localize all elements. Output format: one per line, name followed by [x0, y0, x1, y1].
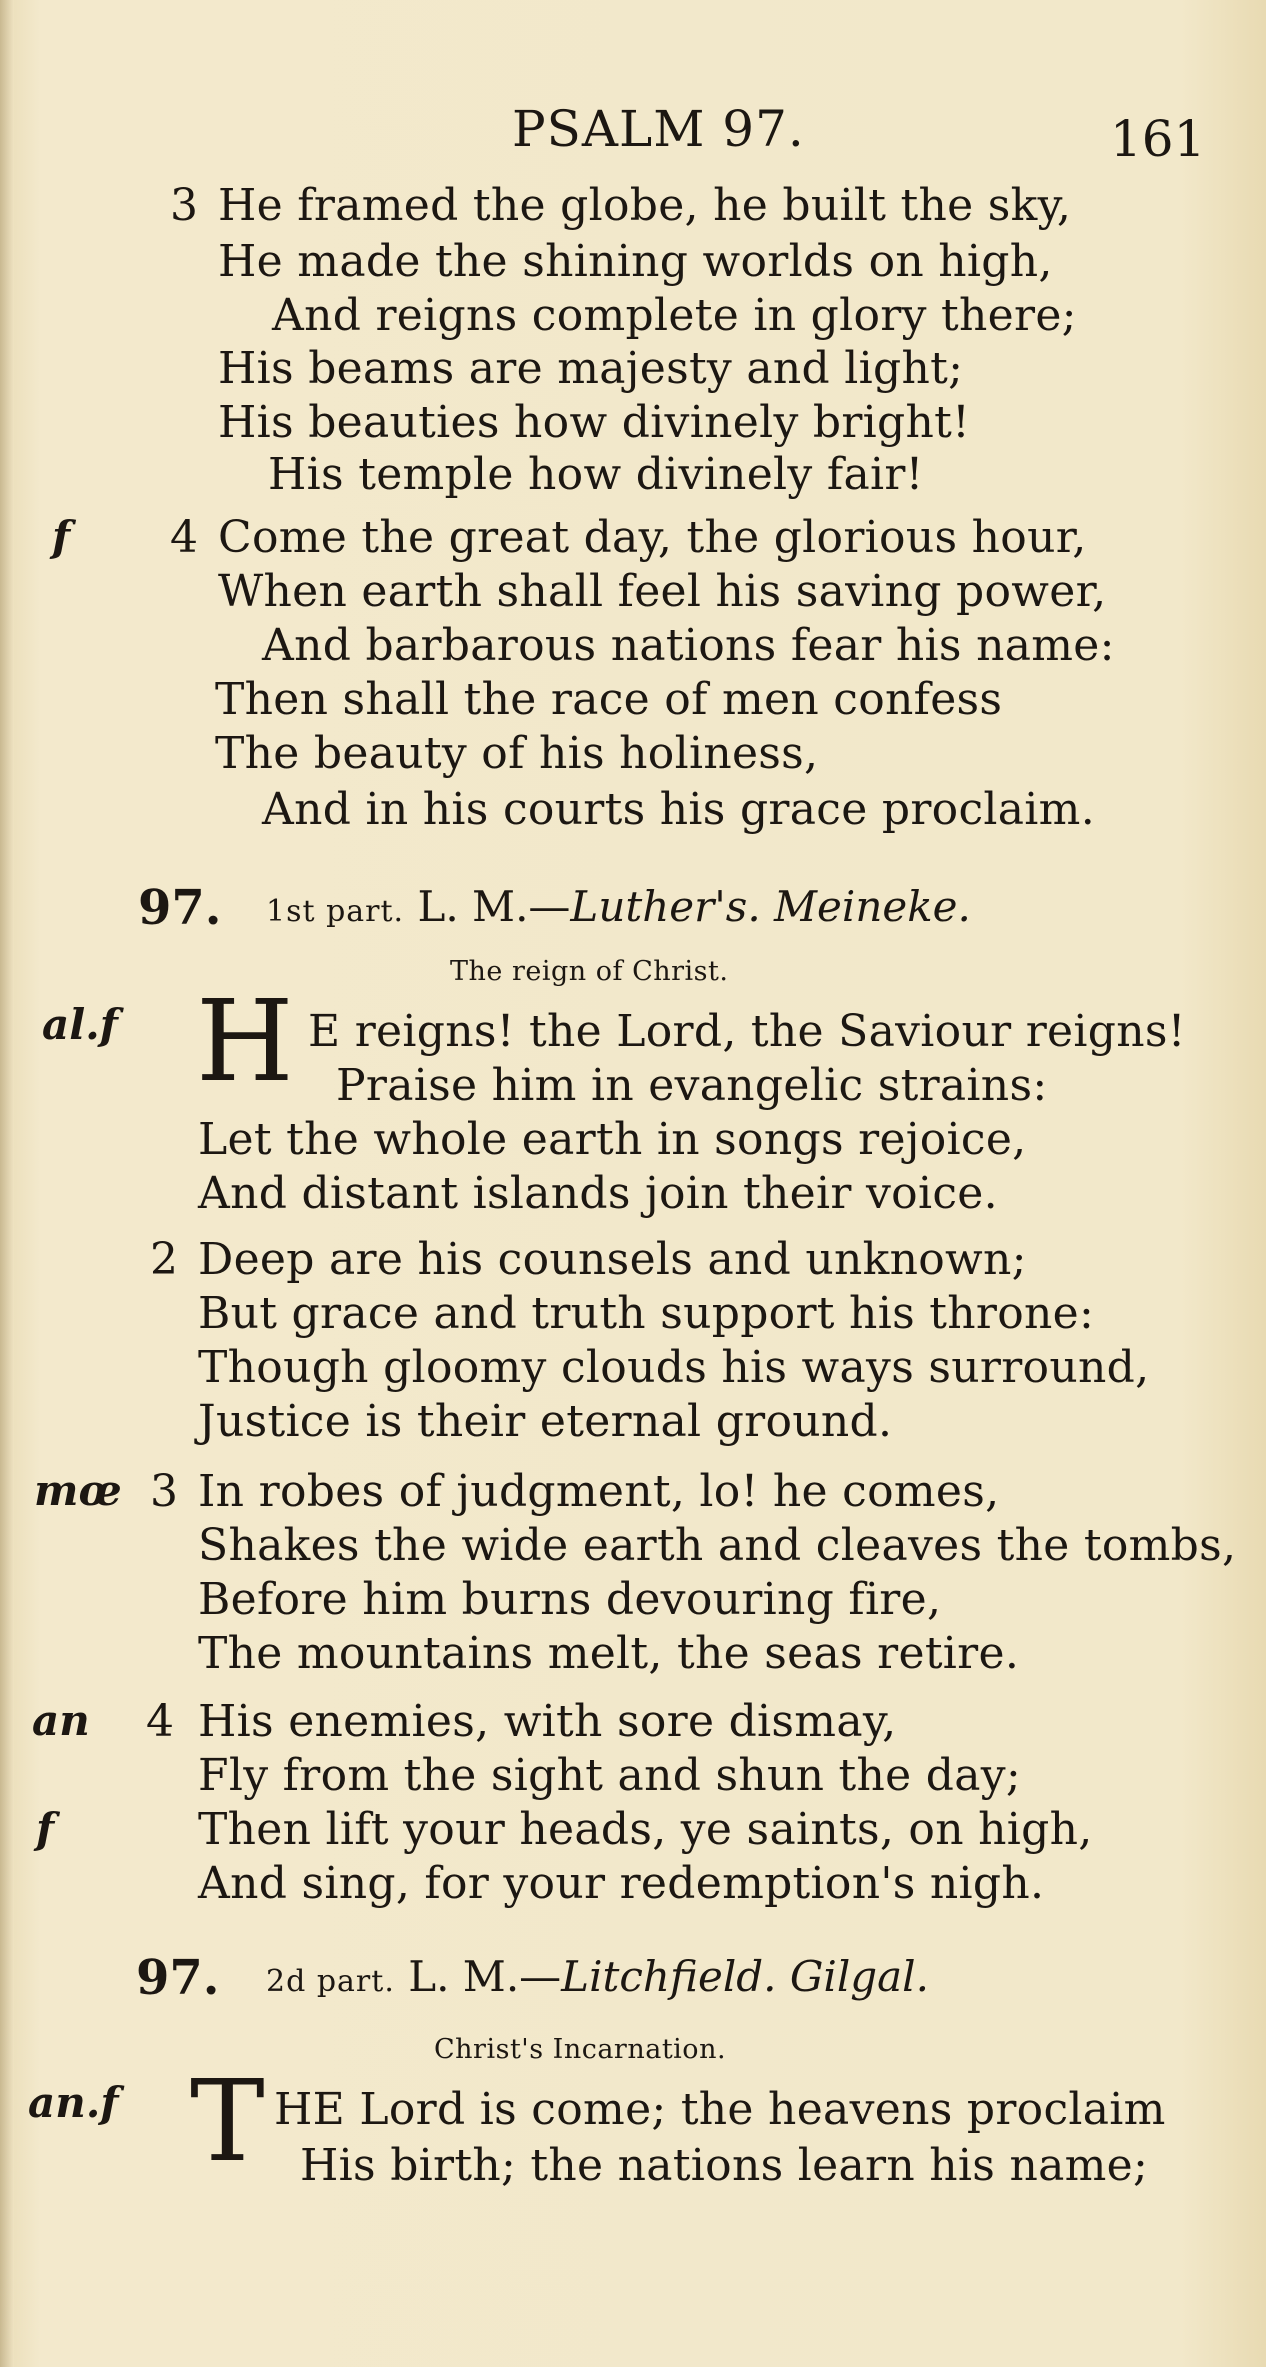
hymn-number: 97. — [138, 880, 222, 936]
verse-line: Fly from the sight and shun the day; — [198, 1750, 1022, 1801]
drop-cap: T — [190, 2057, 265, 2187]
hymn-part: 2d part. — [266, 1964, 395, 1999]
verse-line: Before him burns devouring fire, — [198, 1574, 942, 1625]
verse-line: Shakes the wide earth and cleaves the tombs, — [198, 1520, 1237, 1571]
dynamic-marking: al.f — [42, 1000, 118, 1049]
verse-line: Praise him in evangelic strains: — [336, 1060, 1048, 1111]
verse-line: He made the shining worlds on high, — [218, 236, 1053, 287]
stanza-number: 4 — [146, 1696, 174, 1747]
verse-line: And sing, for your redemption's nigh. — [198, 1858, 1045, 1909]
verse-line: When earth shall feel his saving power, — [218, 566, 1107, 617]
verse-line: His beauties how divinely bright! — [218, 397, 971, 448]
page-binding-edge — [0, 0, 14, 2367]
verse-line: E reigns! the Lord, the Saviour reigns! — [308, 1006, 1186, 1057]
hymn-meta — [266, 882, 971, 931]
verse-line: The beauty of his holiness, — [215, 728, 819, 779]
page-title: PSALM 97. — [512, 100, 805, 158]
verse-line: His enemies, with sore dismay, — [198, 1696, 897, 1747]
verse-line: Then lift your heads, ye saints, on high, — [198, 1804, 1093, 1855]
dynamic-marking: f — [36, 1804, 55, 1853]
hymn-subtitle: The reign of Christ. — [450, 956, 729, 987]
verse-line: Justice is their eternal ground. — [198, 1396, 893, 1447]
verse-line: Come the great day, the glorious hour, — [218, 512, 1087, 563]
verse-line: Then shall the race of men confess — [215, 674, 1003, 725]
stanza-number: 2 — [150, 1234, 178, 1285]
verse-line: Though gloomy clouds his ways surround, — [198, 1342, 1150, 1393]
dynamic-marking: mœ — [34, 1466, 122, 1515]
verse-line: His temple how divinely fair! — [268, 449, 924, 500]
hymn-part: 1st part. — [266, 894, 405, 929]
verse-line: And reigns complete in glory there; — [272, 290, 1077, 341]
page-number: 161 — [1110, 110, 1206, 168]
stanza-number: 4 — [170, 512, 198, 563]
hymn-number: 97. — [136, 1950, 220, 2006]
verse-line: And in his courts his grace proclaim. — [262, 784, 1095, 835]
verse-line: Let the whole earth in songs rejoice, — [198, 1114, 1027, 1165]
dynamic-marking: an.f — [28, 2078, 119, 2127]
verse-line: And barbarous nations fear his name: — [262, 620, 1115, 671]
verse-line: His birth; the nations learn his name; — [300, 2140, 1149, 2191]
hymn-meta — [266, 1952, 929, 2001]
verse-line: And distant islands join their voice. — [198, 1168, 998, 1219]
drop-cap: H — [196, 977, 294, 1107]
verse-line: His beams are majesty and light; — [218, 343, 964, 394]
hymn-tunes: Litchfield. Gilgal. — [561, 1952, 929, 2001]
verse-line: HE Lord is come; the heavens proclaim — [274, 2084, 1166, 2135]
verse-line: He framed the globe, he built the sky, — [218, 180, 1072, 231]
dynamic-marking: f — [52, 512, 71, 561]
verse-line: In robes of judgment, lo! he comes, — [198, 1466, 1000, 1517]
hymn-tunes: Luther's. Meineke. — [570, 882, 971, 931]
verse-line: But grace and truth support his throne: — [198, 1288, 1095, 1339]
hymn-meter: L. M.— — [408, 1952, 562, 2001]
verse-line: The mountains melt, the seas retire. — [198, 1628, 1020, 1679]
verse-line: Deep are his counsels and unknown; — [198, 1234, 1027, 1285]
stanza-number: 3 — [150, 1466, 178, 1517]
hymn-meter: L. M.— — [417, 882, 571, 931]
dynamic-marking: an — [32, 1696, 90, 1745]
hymn-subtitle: Christ's Incarnation. — [434, 2034, 727, 2065]
stanza-number: 3 — [170, 180, 198, 231]
